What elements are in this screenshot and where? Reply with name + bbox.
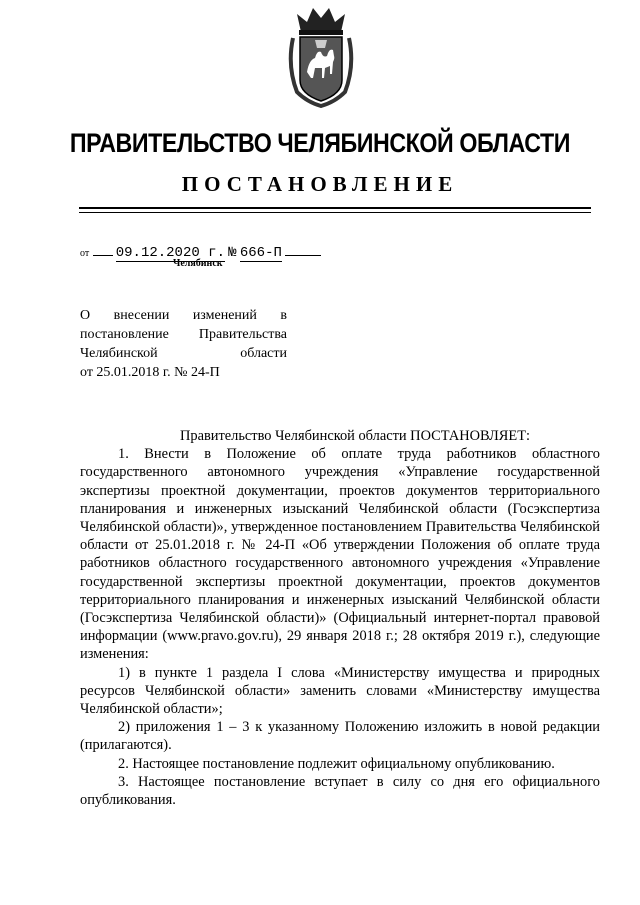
from-label: от (80, 248, 90, 259)
header-rule-thick (79, 207, 591, 209)
subject-line: постановление Правительства (80, 327, 287, 342)
document-number: 666-П (239, 245, 282, 261)
paragraph-2: 2. Настоящее постановление подлежит официальному опубликованию. (118, 755, 555, 772)
number-label: № (228, 245, 237, 261)
date-underline-lead (93, 255, 113, 256)
subject-line: от 25.01.2018 г. № 24-П (80, 365, 220, 380)
subject-line: О внесении изменений в (80, 308, 287, 323)
government-title: ПРАВИТЕЛЬСТВО ЧЕЛЯБИНСКОЙ ОБЛАСТИ (69, 128, 571, 158)
document-type: ПОСТАНОВЛЕНИЕ (181, 172, 459, 196)
decree-line: Правительство Челябинской области ПОСТАНОВЛЯЕТ: (180, 428, 530, 444)
paragraph-1: 1. Внести в Положение об оплате труда работников областного государственного автономного учреждения «Управление государственной экспертизы проектной документации, проектов документов территориального планирования и инженерных изысканий Челябинской области (Госэкспертиза Челябинской области)», утвержденное постановлением Правительства Челябинской области от 25.01.2018 г. № 24-П «Об утверждении Положения об оплате труда работников областного государственного автономного учреждения «Управление государственной экспертизы проектной документации, проектов документов территориального планирования и инженерных изысканий Челябинской области (Госэкспертиза Челябинской области)» (Официальный интернет-портал правовой информации (www.pravo.gov.ru), 29 января 2018 г.; 28 октября 2019 г.), следующие изменения: (80, 446, 600, 663)
document-subject (80, 306, 287, 382)
document-body (80, 427, 600, 809)
subject-line: Челябинской области (80, 346, 287, 361)
chelyabinsk-coat-of-arms-icon (287, 6, 355, 108)
paragraph-1-1: 1) в пункте 1 раздела I слова «Министерству имущества и природных ресурсов Челябинской области» заменить словами «Министерству имущества Челябинской области»; (80, 664, 600, 718)
paragraph-3: 3. Настоящее постановление вступает в силу со дня его официального опубликования. (80, 773, 600, 809)
document-date: 09.12.2020 г. (115, 245, 225, 261)
number-underline-tail (285, 255, 321, 256)
paragraph-1-2: 2) приложения 1 – 3 к указанному Положению изложить в новой редакции (прилагаются). (80, 719, 600, 754)
city-label: Челябинск (173, 258, 223, 269)
header-rule-thin (79, 212, 591, 213)
